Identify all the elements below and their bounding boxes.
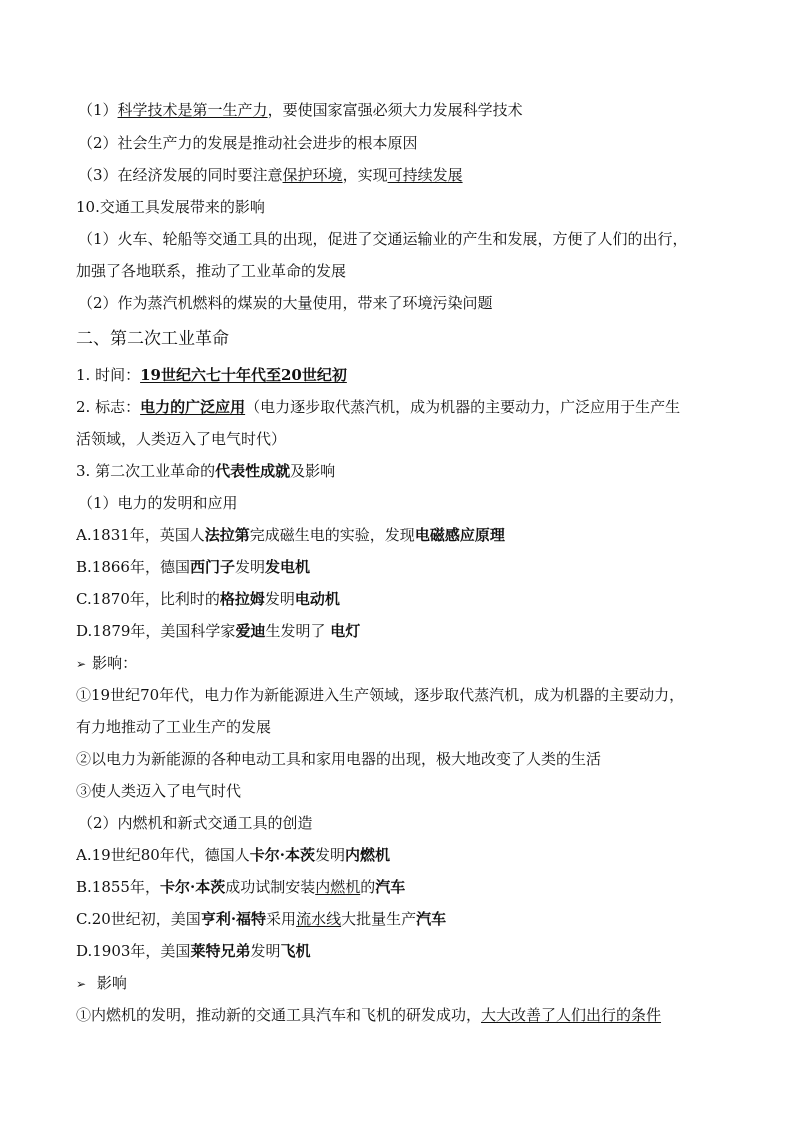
line-environment: （3）在经济发展的同时要注意保护环境，实现可持续发展 [78, 166, 463, 184]
section-heading-second-revolution: 二、第二次工业革命 [76, 329, 229, 349]
arrow-bullet-icon: ➢ [76, 657, 87, 671]
line-sign-cont: 活领域，人类迈入了电气时代） [76, 430, 287, 448]
line-benz-engine: A.19世纪80年代，德国人卡尔·本茨发明内燃机 [76, 846, 391, 864]
subheading-electricity: （1）电力的发明和应用 [78, 494, 238, 512]
line-transport-2: （2）作为蒸汽机燃料的煤炭的大量使用，带来了环境污染问题 [78, 294, 493, 312]
line-transport-1-cont: 加强了各地联系，推动了工业革命的发展 [76, 262, 347, 280]
line-wright: D.1903年，美国莱特兄弟发明飞机 [76, 942, 311, 960]
line-science-productivity: （1）科学技术是第一生产力，要使国家富强必须大力发展科学技术 [78, 101, 523, 119]
impact-heading-2: ➢ 影响 [76, 974, 127, 992]
line-transport-1: （1）火车、轮船等交通工具的出现，促进了交通运输业的产生和发展，方便了人们的出行， [78, 230, 688, 248]
line-impact-2: ②以电力为新能源的各种电动工具和家用电器的出现，极大地改变了人类的生活 [76, 750, 602, 768]
line-edison: D.1879年，美国科学家爱迪生发明了 电灯 [76, 622, 361, 640]
line-impact-1: ①19世纪70年代，电力作为新能源进入生产领域，逐步取代蒸汽机，成为机器的主要动力， [76, 686, 685, 704]
line-time: 1. 时间：19世纪六七十年代至20世纪初 [76, 366, 347, 384]
line-benz-car: B.1855年，卡尔·本茨成功试制安装内燃机的汽车 [76, 878, 406, 896]
line-impact-1-cont: 有力地推动了工业生产的发展 [76, 718, 272, 736]
arrow-bullet-icon: ➢ [76, 977, 87, 991]
line-sign: 2. 标志：电力的广泛应用（电力逐步取代蒸汽机，成为机器的主要动力，广泛应用于生产生 [76, 398, 681, 416]
line-gramme: C.1870年，比利时的格拉姆发明电动机 [76, 590, 340, 608]
line-impact-3: ③使人类迈入了电气时代 [76, 782, 242, 800]
impact-heading-1: ➢ 影响： [76, 654, 138, 672]
line-ford: C.20世纪初，美国亨利·福特采用流水线大批量生产汽车 [76, 910, 447, 928]
section-10-heading: 10.交通工具发展带来的影响 [76, 198, 265, 216]
line-siemens: B.1866年，德国西门子发明发电机 [76, 558, 311, 576]
underline-science-productivity: 科学技术是第一生产力 [117, 101, 268, 119]
line-faraday: A.1831年，英国人法拉第完成磁生电的实验，发现电磁感应原理 [76, 526, 505, 544]
subheading-combustion: （2）内燃机和新式交通工具的创造 [78, 814, 313, 832]
line-impact-combustion: ①内燃机的发明，推动新的交通工具汽车和飞机的研发成功，大大改善了人们出行的条件 [76, 1006, 662, 1024]
line-productivity-root-cause: （2）社会生产力的发展是推动社会进步的根本原因 [78, 134, 418, 152]
line-achievements: 3. 第二次工业革命的代表性成就及影响 [76, 462, 336, 480]
